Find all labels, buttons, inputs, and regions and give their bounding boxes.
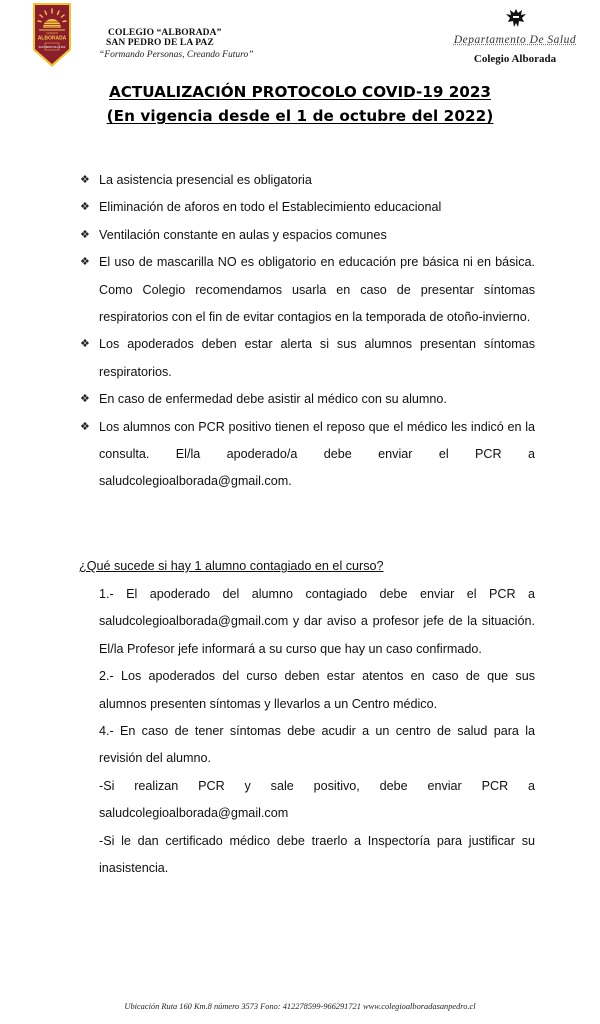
school-name-line1: COLEGIO “ALBORADA” <box>108 28 222 38</box>
step-item: 4.- En caso de tener síntomas debe acudir a un centro de salud para la revisión del alumno. <box>99 724 535 766</box>
diamond-bullet-icon: ❖ <box>80 228 90 241</box>
footer-contact-info: Ubicación Ruta 160 Km.8 número 3573 Fono: 412278599-966291721 www.colegioalboradasanpedro.cl <box>124 1002 476 1011</box>
bullet-item <box>80 414 535 496</box>
school-name-line2: SAN PEDRO DE LA PAZ <box>106 38 214 48</box>
protocol-bullet-list <box>80 167 535 496</box>
bullet-text: Los alumnos con PCR positivo tienen el reposo que el médico les indicó en la consulta. El/la apoderado/a debe enviar el PCR a saludcolegioalborada@gmail.com. <box>99 419 535 489</box>
step-item: -Si realizan PCR y sale positivo, debe enviar PCR a saludcolegioalborada@gmail.com <box>99 778 535 821</box>
diamond-bullet-icon: ❖ <box>80 338 90 351</box>
bullet-text: Eliminación de aforos en todo el Establecimiento educacional <box>99 200 442 215</box>
fleur-emblem-icon <box>505 8 527 28</box>
bullet-item <box>80 167 535 194</box>
diamond-bullet-icon: ❖ <box>80 420 90 433</box>
bullet-item <box>80 331 535 386</box>
step-item: 1.- El apoderado del alumno contagiado debe enviar el PCR a saludcolegioalborada@gmail.com y dar aviso a profesor jefe de la situación. El/la Profesor jefe informará a su curso que hay un caso confirmado. <box>99 587 535 656</box>
crest-name: ALBORADA <box>37 35 67 42</box>
school-motto: “Formando Personas, Creando Futuro” <box>99 50 254 60</box>
bullet-text: Ventilación constante en aulas y espacios comunes <box>99 227 387 242</box>
document-title: ACTUALIZACIÓN PROTOCOLO COVID-19 2023 <box>108 83 491 101</box>
department-title: Departamento De Salud <box>453 34 577 46</box>
crest-small-label: COLEGIO <box>46 32 58 35</box>
bullet-text: La asistencia presencial es obligatoria <box>99 173 312 187</box>
school-crest-logo <box>32 2 72 68</box>
bullet-item <box>80 194 535 221</box>
school-name <box>108 28 221 48</box>
bullet-item <box>80 249 535 331</box>
bullet-item <box>80 386 535 413</box>
bullet-text: Los apoderados deben estar alerta si sus alumnos presentan síntomas respiratorios. <box>99 337 535 379</box>
crest-location: SAN PEDRO DE LA PAZ <box>38 46 66 49</box>
diamond-bullet-icon: ❖ <box>80 174 90 186</box>
bullet-text: El uso de mascarilla NO es obligatorio en educación pre básica ni en básica. Como Colegio recomendamos usarla en caso de presentar síntomas respiratorios con el fin de evitar contagios en la temporada de otoño-invierno. <box>99 255 535 325</box>
bullet-item <box>80 222 535 249</box>
step-item: -Si le dan certificado médico debe traerlo a Inspectoría para justificar su inasistencia. <box>99 833 535 876</box>
diamond-bullet-icon: ❖ <box>80 201 90 214</box>
step-item: 2.- Los apoderados del curso deben estar atentos en caso de que sus alumnos presenten síntomas y llevarlos a un Centro médico. <box>99 669 535 711</box>
diamond-bullet-icon: ❖ <box>80 393 90 406</box>
document-subtitle: (En vigencia desde el 1 de octubre del 2022) <box>106 107 494 125</box>
steps-list <box>99 581 535 882</box>
department-college: Colegio Alborada <box>473 53 557 65</box>
section-question: ¿Qué sucede si hay 1 alumno contagiado en el curso? <box>79 559 384 573</box>
diamond-bullet-icon: ❖ <box>80 256 90 269</box>
bullet-text: En caso de enfermedad debe asistir al médico con su alumno. <box>99 392 447 407</box>
